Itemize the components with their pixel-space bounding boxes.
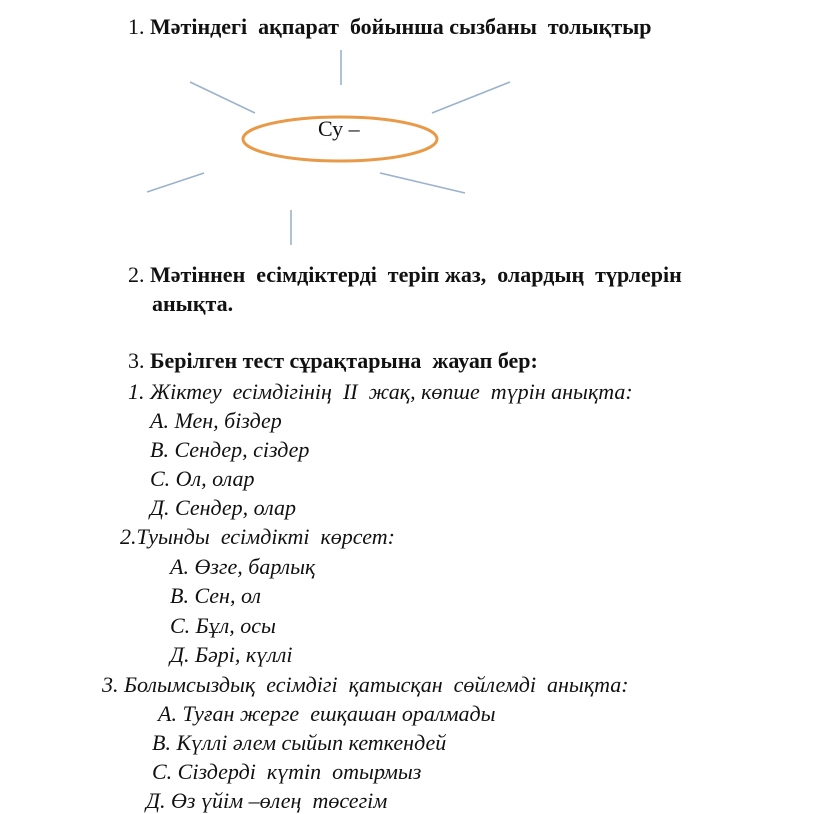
task-number: 1. (128, 14, 145, 39)
question-2-option-a: А. Өзге, барлық (170, 554, 316, 579)
diagram-center-label: Су – (318, 116, 360, 141)
question-1-option-a: А. Мен, біздер (150, 408, 282, 433)
question-1: 1. Жіктеу есімдігінің ІІ жақ, көпше түрін анықта: (128, 379, 633, 404)
question-3-option-c: С. Сіздерді күтіп отырмыз (152, 759, 422, 784)
task-3-heading (128, 348, 538, 374)
question-2-option-d: Д. Бәрі, күллі (170, 642, 293, 667)
question-2: 2.Туынды есімдікті көрсет: (120, 524, 395, 549)
task-2-heading-cont: анықта. (152, 291, 234, 316)
task-text: Мәтіннен есімдіктерді теріп жаз, олардың түрлерін (150, 262, 682, 287)
task-text: Мәтіндегі ақпарат бойынша сызбаны толықтыр (150, 14, 652, 39)
diagram-ray (190, 82, 255, 113)
question-1-option-c: С. Ол, олар (150, 466, 255, 491)
diagram-ray (147, 173, 204, 192)
diagram-ray (380, 173, 465, 193)
question-3: 3. Болымсыздық есімдігі қатысқан сөйлемді анықта: (102, 672, 629, 697)
question-1-option-d: Д. Сендер, олар (150, 495, 296, 520)
task-text: Берілген тест сұрақтарына жауап бер: (150, 348, 538, 373)
task-number: 3. (128, 348, 145, 373)
diagram-ray (432, 82, 510, 113)
question-3-option-b: В. Күллі әлем сыйып кеткендей (152, 730, 447, 755)
question-1-option-b: В. Сендер, сіздер (150, 437, 310, 462)
water-diagram (0, 0, 828, 260)
question-3-option-d: Д. Өз үйім –өлең төсегім (146, 788, 388, 813)
task-number: 2. (128, 262, 145, 287)
question-3-option-a: А. Туған жерге ешқашан оралмады (158, 701, 496, 726)
question-2-option-c: С. Бұл, осы (170, 613, 276, 638)
task-2-heading (128, 262, 682, 288)
question-2-option-b: В. Сен, ол (170, 583, 261, 608)
